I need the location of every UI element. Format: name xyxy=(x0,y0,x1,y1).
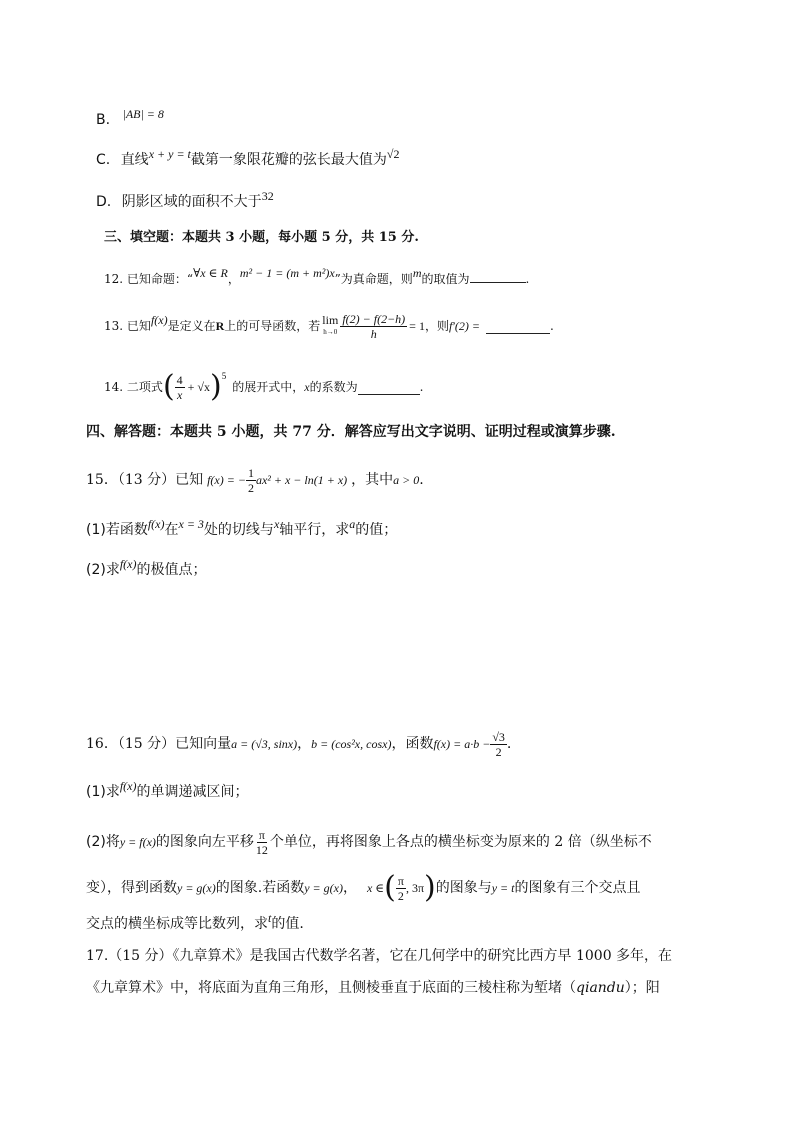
option-d-text: 阴影区域的面积不大于 xyxy=(121,194,262,210)
option-c-label: C. xyxy=(96,152,111,168)
q12-var: m xyxy=(412,266,422,280)
q16-p2-b: 的图象向左平移 xyxy=(155,834,254,850)
q13-mid2: 上的可导函数，若 xyxy=(224,319,321,333)
q15-part-2 xyxy=(86,557,207,580)
q15-p2-b: 的极值点； xyxy=(136,562,207,578)
section-3-title: 三、填空题：本题共 3 小题，每小题 5 分，共 15 分. xyxy=(104,230,419,245)
q16-p1-fx: f(x) xyxy=(119,779,137,793)
q14-fraction xyxy=(175,373,185,402)
q15-p1-e: 的值； xyxy=(355,522,398,538)
q16-p3-left-paren: ( xyxy=(384,870,396,905)
q14-end: . xyxy=(419,380,424,394)
q13-end: . xyxy=(550,319,554,333)
q13-fx: f(x) xyxy=(150,313,168,327)
q15-frac-num: 1 xyxy=(247,465,254,480)
option-b xyxy=(96,107,164,130)
q16-p4-t: t xyxy=(268,911,272,925)
q16-a-vec: a = (√3, sinx) xyxy=(231,737,298,751)
q15-frac-den: 2 xyxy=(247,480,254,495)
q16-p4-b: 的值. xyxy=(271,916,304,932)
q16-part-3 xyxy=(86,868,641,908)
q15-p2-fx: f(x) xyxy=(119,557,137,571)
q14-frac-den: x xyxy=(176,387,183,402)
q15-p1-b: 在 xyxy=(164,522,179,538)
q16-p3-x: x ∈ xyxy=(366,881,385,895)
question-15 xyxy=(86,462,424,498)
q12-expr: m² − 1 = (m + m²)x xyxy=(239,266,335,280)
q14-pre: 二项式 xyxy=(126,380,163,394)
question-12 xyxy=(104,268,529,289)
q16-frac-num: √3 xyxy=(492,729,505,744)
q15-part-1 xyxy=(86,517,398,540)
option-b-label: B. xyxy=(96,112,111,128)
q16-p3-frac-den: 2 xyxy=(397,888,404,903)
q16-fraction xyxy=(490,730,507,759)
q17-line-1: 17.（15 分）《九章算术》是我国古代数学名著，它在几何学中的研究比西方早 1000 多年，在 xyxy=(86,948,673,964)
q15-num: 15．（13 分）已知 xyxy=(86,472,204,488)
q16-fx: f(x) = a·b − xyxy=(433,737,491,751)
q16-p3-e: 的图象有三个交点且 xyxy=(514,880,641,896)
q16-p3-int: , 3π xyxy=(405,881,425,895)
q15-fraction xyxy=(246,466,256,495)
q12-num: 12. xyxy=(104,272,124,286)
q15-p1-x: x = 3 xyxy=(178,517,204,531)
q16-p3-d: 的图象与 xyxy=(435,880,492,896)
q16-p3-yt: y = t xyxy=(491,881,515,895)
q15-p1-fx: f(x) xyxy=(147,517,165,531)
q17-line-2-a: 《九章算术》中，将底面为直角三角形，且侧棱垂直于底面的三棱柱称为堑堵（ xyxy=(86,980,576,996)
q13-lim: lim xyxy=(322,313,339,327)
q15-p1-d: 轴平行，求 xyxy=(279,522,350,538)
q14-num: 14. xyxy=(104,380,124,394)
section-4-title: 四、解答题：本题共 5 小题，共 77 分．解答应写出文字说明、证明过程或演算步骤. xyxy=(86,424,616,440)
option-d-label: D. xyxy=(96,194,112,210)
q13-R: R xyxy=(215,319,225,333)
q14-answer-blank[interactable] xyxy=(358,380,420,395)
q12-post: 的取值为 xyxy=(421,272,470,286)
q15-cond: a > 0 xyxy=(393,473,420,487)
question-14 xyxy=(104,364,423,410)
q16-p2-a: (2)将 xyxy=(86,834,120,850)
option-c xyxy=(96,147,400,170)
q14-left-paren: ( xyxy=(162,369,175,404)
q13-answer-blank[interactable] xyxy=(486,319,550,334)
option-b-expr: |AB| = 8 xyxy=(122,107,164,121)
q16-p2-frac-den: 12 xyxy=(255,842,268,857)
option-d-val: 32 xyxy=(261,189,274,203)
q13-num: 13. xyxy=(104,319,124,333)
q13-fraction xyxy=(340,312,407,341)
q12-answer-blank[interactable] xyxy=(470,268,526,283)
q13-mid1: 是定义在 xyxy=(167,319,216,333)
q16-b-vec: b = (cos²x, cosx) xyxy=(311,737,392,751)
q13-frac-num: f(2) − f(2−h) xyxy=(342,311,406,326)
option-d xyxy=(96,189,274,212)
q16-p1-b: 的单调递减区间； xyxy=(136,784,249,800)
q16-p3-g2: y = g(x) xyxy=(304,881,343,895)
q15-end: . xyxy=(419,472,424,488)
q16-p3-frac-num: π xyxy=(397,873,404,888)
q16-p2-frac-num: π xyxy=(258,827,265,842)
q16-p4-a: 交点的横坐标成等比数列，求 xyxy=(86,916,268,932)
q15-p2-a: (2)求 xyxy=(86,562,120,578)
q16-p2-c: 个单位，再将图象上各点的横坐标变为原来的 2 倍（纵坐标不 xyxy=(269,834,652,850)
q16-p3-fraction xyxy=(396,874,406,903)
q16-p2-fraction xyxy=(254,828,270,857)
q14-var: x xyxy=(304,380,310,394)
q12-end: . xyxy=(525,272,530,286)
q16-num: 16．（15 分）已知向量 xyxy=(86,736,232,752)
q13-eq: = 1 xyxy=(409,319,425,333)
q16-p3-right-paren: ) xyxy=(424,870,436,905)
q14-post: 的系数为 xyxy=(309,380,358,394)
q14-frac-num: 4 xyxy=(176,372,183,387)
q13-mid3: ，则 xyxy=(424,319,449,333)
q16-comma1: ， xyxy=(297,736,312,752)
q14-plus: + √x xyxy=(187,380,211,394)
q16-part-2 xyxy=(86,820,652,864)
q16-p1-a: (1)求 xyxy=(86,784,120,800)
q16-comma2: ，函数 xyxy=(391,736,434,752)
q16-p3-g: y = g(x) xyxy=(177,881,216,895)
q12-pre: 已知命题：“ xyxy=(126,272,194,286)
q13-limit xyxy=(322,314,338,338)
question-16 xyxy=(86,722,511,766)
q16-p3-b: 的图象.若函数 xyxy=(215,880,305,896)
q15-p1-a: (1)若函数 xyxy=(86,522,148,538)
q13-frac-den: h xyxy=(370,326,377,341)
q15-rest: ax² + x − ln(1 + x) xyxy=(255,473,348,487)
q15-p1-var: x xyxy=(273,517,280,531)
q16-frac-den: 2 xyxy=(495,744,502,759)
q13-fp: f′(2) = xyxy=(448,319,481,333)
question-13 xyxy=(104,306,554,346)
q15-p1-c: 处的切线与 xyxy=(203,522,274,538)
q12-mid: ”为真命题，则 xyxy=(334,272,413,286)
q15-p1-a2: a xyxy=(349,517,356,531)
q15-mid: ，其中 xyxy=(351,472,394,488)
q17-line-2-b: ）；阳 xyxy=(624,980,660,996)
option-c-pre: 直线 xyxy=(120,152,149,168)
q12-comma: ， xyxy=(227,272,240,286)
q17-line-2-italic: qiandu xyxy=(576,980,625,996)
q13-pre: 已知 xyxy=(126,319,151,333)
q14-exp: 5 xyxy=(221,371,227,381)
q17-line-2 xyxy=(86,978,660,998)
option-c-expr: x + y = t xyxy=(148,147,191,161)
q16-p2-y: y = f(x) xyxy=(119,835,156,849)
option-c-post: 截第一象限花瓣的弦长最大值为 xyxy=(190,152,387,168)
q13-limsub: h→0 xyxy=(323,328,338,336)
q16-part-1 xyxy=(86,779,249,802)
q16-p3-a: 变），得到函数 xyxy=(86,880,177,896)
q15-fx: f(x) = − xyxy=(207,473,246,487)
q16-end: . xyxy=(506,736,512,752)
q16-part-4 xyxy=(86,911,304,934)
q16-p3-c: ， xyxy=(342,880,357,896)
option-c-val: √2 xyxy=(386,147,400,161)
q12-cond: ∀x ∈ R xyxy=(193,266,228,280)
q14-mid: 的展开式中， xyxy=(232,380,305,394)
q14-right-paren: ) xyxy=(210,369,222,404)
